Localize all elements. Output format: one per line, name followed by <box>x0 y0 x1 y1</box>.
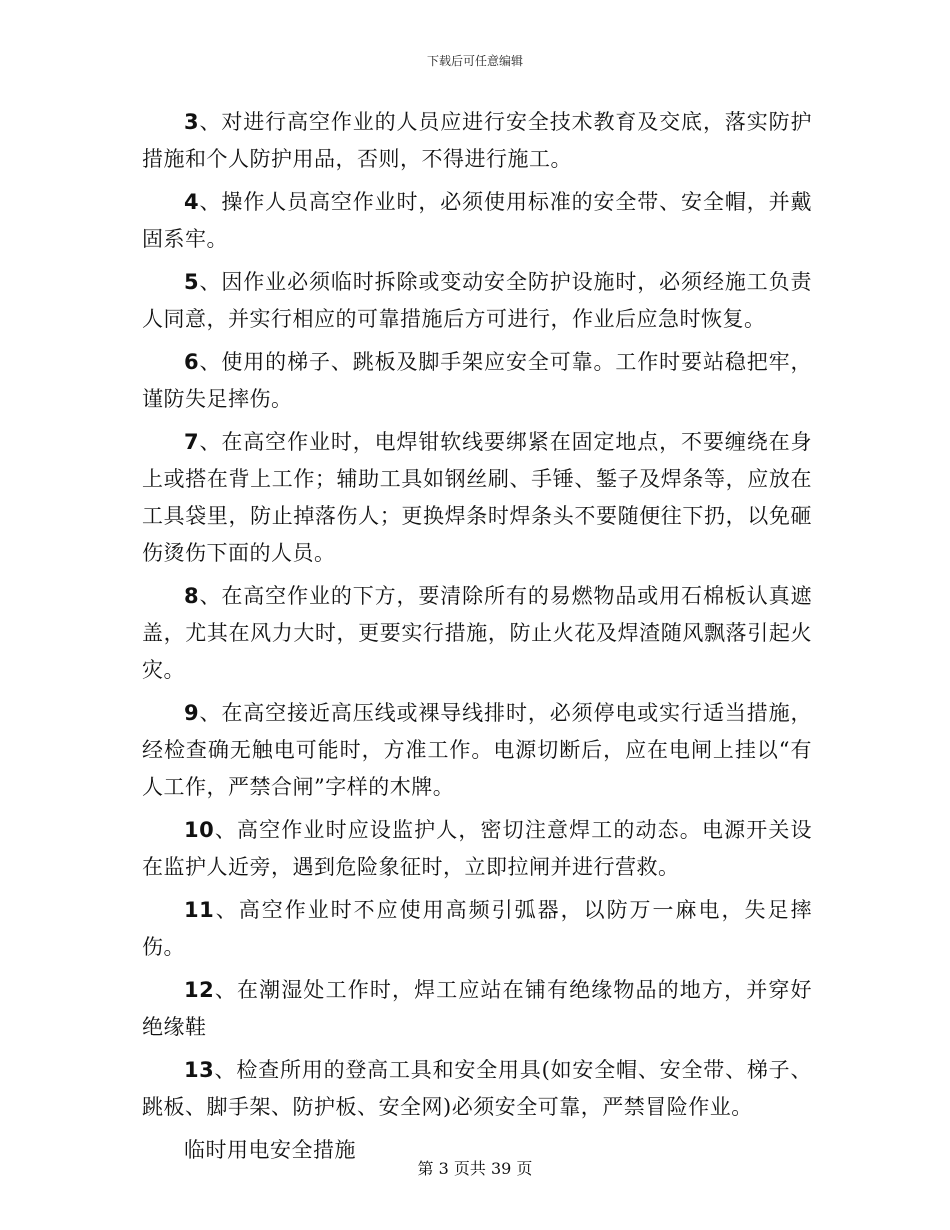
item-number: 7 <box>184 430 200 454</box>
item-number: 5 <box>184 270 200 294</box>
item-text: 、操作人员高空作业时，必须使用标准的安全带、安全帽，并戴固系牢。 <box>142 190 812 251</box>
item-number: 13 <box>184 1058 215 1082</box>
list-item <box>142 695 812 806</box>
item-text: 、在高空作业的下方，要清除所有的易燃物品或用石棉板认真遮盖，尤其在风力大时，更要实行措施，防止火花及焊渣随风飘落引起火灾。 <box>142 584 812 682</box>
item-number: 4 <box>184 190 200 214</box>
list-item <box>142 578 812 689</box>
list-item <box>142 104 812 178</box>
item-number: 10 <box>184 818 215 842</box>
item-text: 、检查所用的登高工具和安全用具(如安全帽、安全带、梯子、跳板、脚手架、防护板、安全网)必须安全可靠，严禁冒险作业。 <box>142 1058 812 1119</box>
item-number: 12 <box>184 978 215 1002</box>
section-heading: 临时用电安全措施 <box>184 1138 356 1162</box>
item-text: 、因作业必须临时拆除或变动安全防护设施时，必须经施工负责人同意，并实行相应的可靠措施后方可进行，作业后应急时恢复。 <box>142 270 812 331</box>
page-footer: 第 3 页共 39 页 <box>417 1159 533 1178</box>
item-text: 、高空作业时不应使用高频引弧器，以防万一麻电，失足摔伤。 <box>142 898 812 959</box>
list-item <box>142 1052 812 1126</box>
list-item <box>142 812 812 886</box>
list-item <box>142 264 812 338</box>
list-item <box>142 972 812 1046</box>
item-text: 、对进行高空作业的人员应进行安全技术教育及交底，落实防护措施和个人防护用品，否则，不得进行施工。 <box>142 110 812 171</box>
item-number: 3 <box>184 110 200 134</box>
item-text: 、使用的梯子、跳板及脚手架应安全可靠。工作时要站稳把牢，谨防失足摔伤。 <box>142 350 812 411</box>
page-header: 下载后可任意编辑 <box>426 54 523 68</box>
document-body <box>142 104 812 1169</box>
list-item <box>142 424 812 572</box>
item-number: 11 <box>184 898 215 922</box>
list-item <box>142 344 812 418</box>
item-number: 9 <box>184 701 200 725</box>
item-number: 8 <box>184 584 200 608</box>
item-text: 、高空作业时应设监护人，密切注意焊工的动态。电源开关设在监护人近旁，遇到危险象征时，立即拉闸并进行营救。 <box>142 818 812 879</box>
item-number: 6 <box>184 350 200 374</box>
item-text: 、在潮湿处工作时，焊工应站在铺有绝缘物品的地方，并穿好绝缘鞋 <box>142 978 812 1039</box>
list-item <box>142 892 812 966</box>
list-item <box>142 184 812 258</box>
item-text: 、在高空作业时，电焊钳软线要绑紧在固定地点，不要缠绕在身上或搭在背上工作；辅助工具如钢丝刷、手锤、錾子及焊条等，应放在工具袋里，防止掉落伤人；更换焊条时焊条头不要随便往下扔，以免砸伤烫伤下面的人员。 <box>142 430 812 565</box>
item-text: 、在高空接近高压线或裸导线排时，必须停电或实行适当措施，经检查确无触电可能时，方准工作。电源切断后，应在电闸上挂以“有人工作，严禁合闸”字样的木牌。 <box>142 701 812 799</box>
